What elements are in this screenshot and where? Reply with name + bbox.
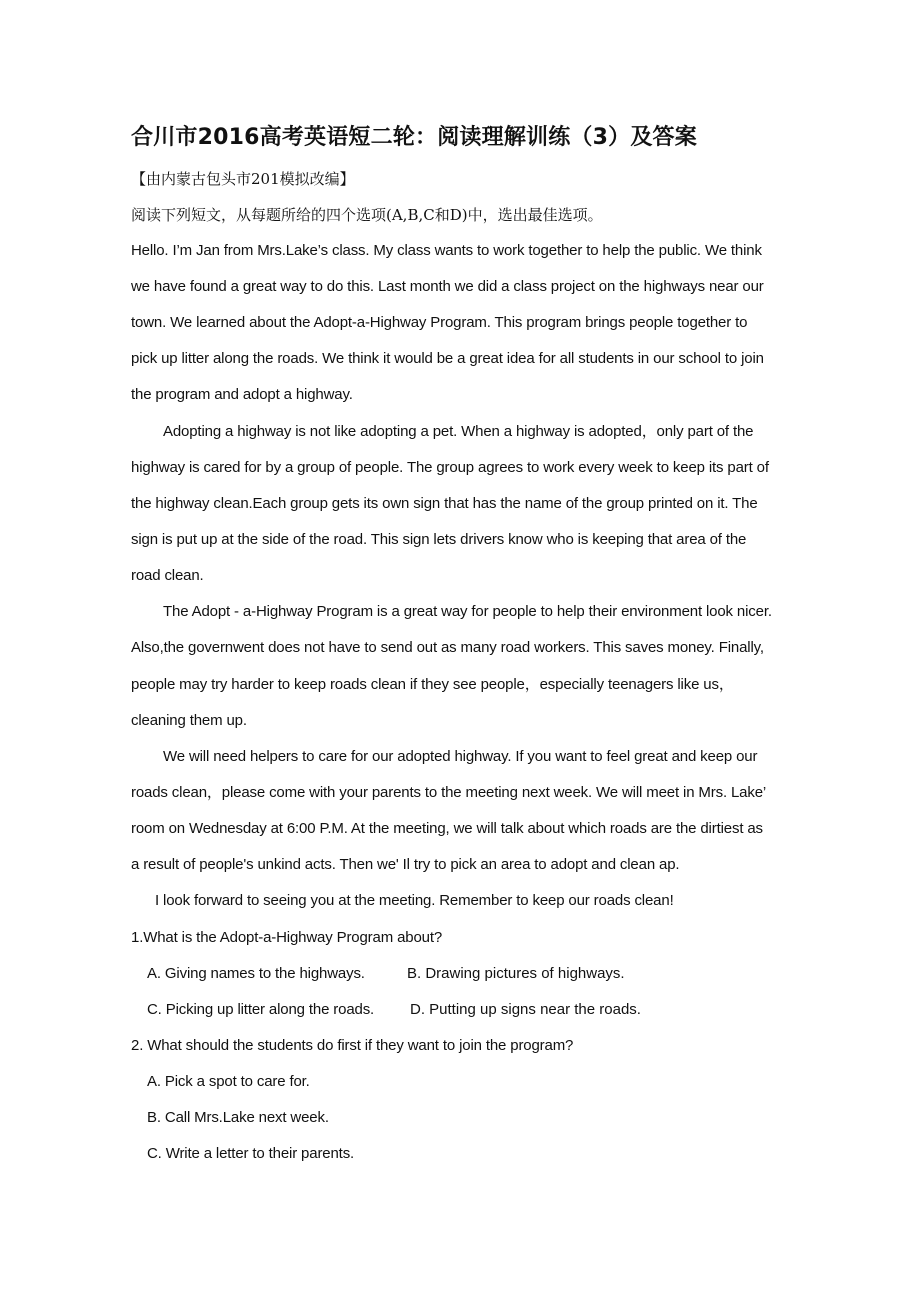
passage-line: road clean. [131,567,204,584]
passage-line: people may try harder to keep roads clean if they see people，especially teenagers like us， [131,676,734,693]
passage-line: Also,the governwent does not have to send out as many road workers. This saves money. Finally, [131,639,764,656]
passage-line: We will need helpers to care for our adopted highway. If you want to feel great and keep our [163,748,758,765]
passage-line: a result of people's unkind acts. Then we' Il try to pick an area to adopt and clean ap. [131,856,680,873]
passage-line: Adopting a highway is not like adopting a pet. When a highway is adopted，only part of the [163,423,754,440]
document-title: 合川市2016高考英语短二轮：阅读理解训练（3）及答案 [131,125,697,150]
passage-line: pick up litter along the roads. We think it would be a great idea for all students in our school to join [131,350,764,367]
question-stem: 1.What is the Adopt-a-Highway Program about? [131,929,443,946]
option-b: B. Drawing pictures of highways. [407,965,625,982]
option-c: C. Write a letter to their parents. [147,1145,355,1162]
source-note: 【由内蒙古包头市201模拟改编】 [131,170,355,188]
passage-line: room on Wednesday at 6:00 P.M. At the meeting, we will talk about which roads are the dirtiest as [131,820,763,837]
passage-line: we have found a great way to do this. Last month we did a class project on the highways near our [131,278,764,295]
passage-line: sign is put up at the side of the road. This sign lets drivers know who is keeping that area of the [131,531,747,548]
option-b: B. Call Mrs.Lake next week. [147,1109,329,1126]
passage-line: the highway clean.Each group gets its own sign that has the name of the group printed on it. The [131,495,758,512]
passage-line: Hello. I’m Jan from Mrs.Lake’s class. My class wants to work together to help the public. We think [131,242,762,259]
instructions: 阅读下列短文，从每题所给的四个选项(A,B,C和D)中，选出最佳选项。 [131,206,603,224]
option-a: A. Pick a spot to care for. [147,1073,310,1090]
passage-line: highway is cared for by a group of people. The group agrees to work every week to keep its part of [131,459,769,476]
passage-line: The Adopt - a-Highway Program is a great way for people to help their environment look nicer. [163,603,772,620]
option-a: A. Giving names to the highways. [147,965,365,982]
passage-line: town. We learned about the Adopt-a-Highway Program. This program brings people together to [131,314,748,331]
passage-line: I look forward to seeing you at the meeting. Remember to keep our roads clean! [155,892,674,909]
option-c: C. Picking up litter along the roads. [147,1001,375,1018]
option-d: D. Putting up signs near the roads. [410,1001,641,1018]
question-stem: 2. What should the students do first if they want to join the program? [131,1037,574,1054]
passage-line: the program and adopt a highway. [131,386,353,403]
passage-line: cleaning them up. [131,712,247,729]
passage-line: roads clean，please come with your parents to the meeting next week. We will meet in Mrs. Lake’ [131,784,767,801]
